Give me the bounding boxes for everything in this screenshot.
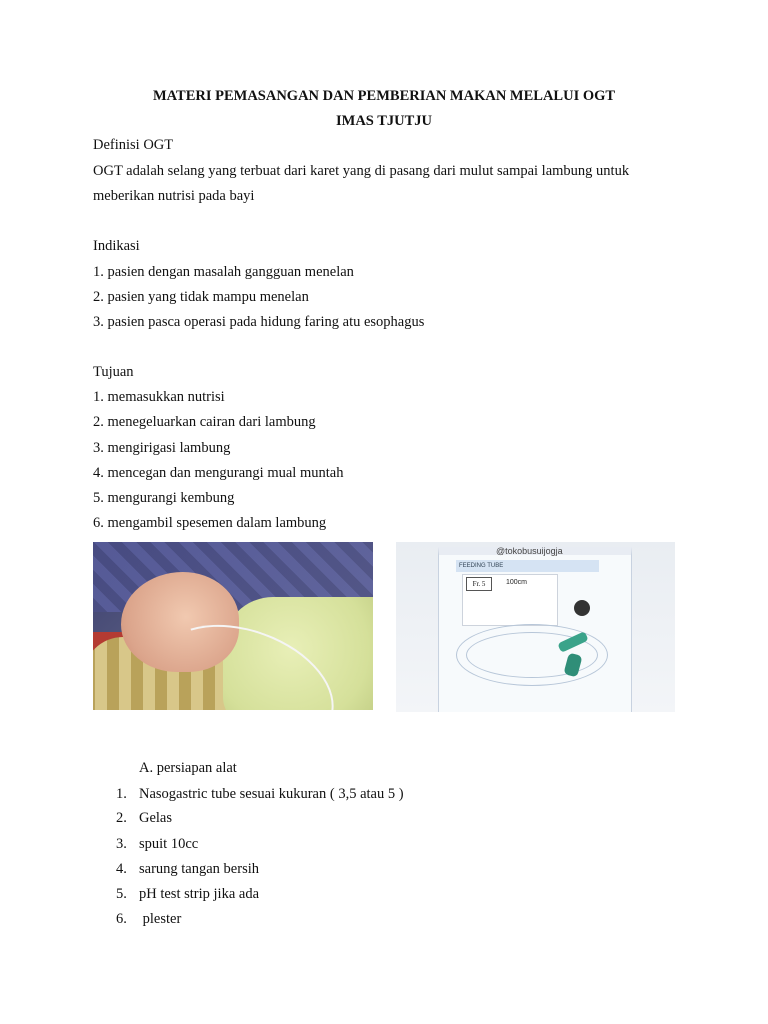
preparation-item: plester xyxy=(139,911,182,927)
preparation-item-number: 2. xyxy=(116,810,127,826)
package-size: Fr. 5 xyxy=(466,577,492,591)
goal-item: 2. menegeluarkan cairan dari lambung xyxy=(93,414,316,430)
preparation-item: pH test strip jika ada xyxy=(139,886,260,902)
baby-photo xyxy=(93,542,373,710)
goal-item: 3. mengirigasi lambung xyxy=(93,440,231,456)
definition-text-line2: meberikan nutrisi pada bayi xyxy=(93,188,255,204)
indications-heading: Indikasi xyxy=(93,238,140,254)
definition-text-line1: OGT adalah selang yang terbuat dari karet yang di pasang dari mulut sampai lambung untuk xyxy=(93,163,630,179)
preparation-item-number: 6. xyxy=(116,911,127,927)
goal-item: 4. mencegan dan mengurangi mual muntah xyxy=(93,465,344,481)
indication-item: 3. pasien pasca operasi pada hidung faring atu esophagus xyxy=(93,314,425,330)
preparation-item-number: 1. xyxy=(116,786,127,802)
preparation-item: Nasogastric tube sesuai kukuran ( 3,5 atau 5 ) xyxy=(139,786,404,802)
preparation-item-number: 3. xyxy=(116,836,127,852)
package-length: 100cm xyxy=(506,579,528,586)
document-author: IMAS TJUTJU xyxy=(335,113,432,129)
preparation-item-number: 4. xyxy=(116,861,127,877)
goal-item: 1. memasukkan nutrisi xyxy=(93,389,225,405)
indication-item: 1. pasien dengan masalah gangguan menelan xyxy=(93,264,354,280)
package-stamp xyxy=(574,600,590,616)
goal-item: 6. mengambil spesemen dalam lambung xyxy=(93,515,327,531)
indication-item: 2. pasien yang tidak mampu menelan xyxy=(93,289,309,305)
feeding-tube-package-photo xyxy=(396,542,675,712)
definition-heading: Definisi OGT xyxy=(93,137,174,153)
preparation-heading: A. persiapan alat xyxy=(139,760,237,776)
document-title: MATERI PEMASANGAN DAN PEMBERIAN MAKAN MELALUI OGT xyxy=(152,88,616,104)
preparation-item-number: 5. xyxy=(116,886,127,902)
preparation-item: spuit 10cc xyxy=(139,836,199,852)
preparation-item: sarung tangan bersih xyxy=(139,861,259,877)
package-watermark: @tokobusuijogja xyxy=(496,546,563,556)
package-header: FEEDING TUBE xyxy=(456,560,599,572)
preparation-item: Gelas xyxy=(139,810,173,826)
goals-heading: Tujuan xyxy=(93,364,134,380)
goal-item: 5. mengurangi kembung xyxy=(93,490,235,506)
